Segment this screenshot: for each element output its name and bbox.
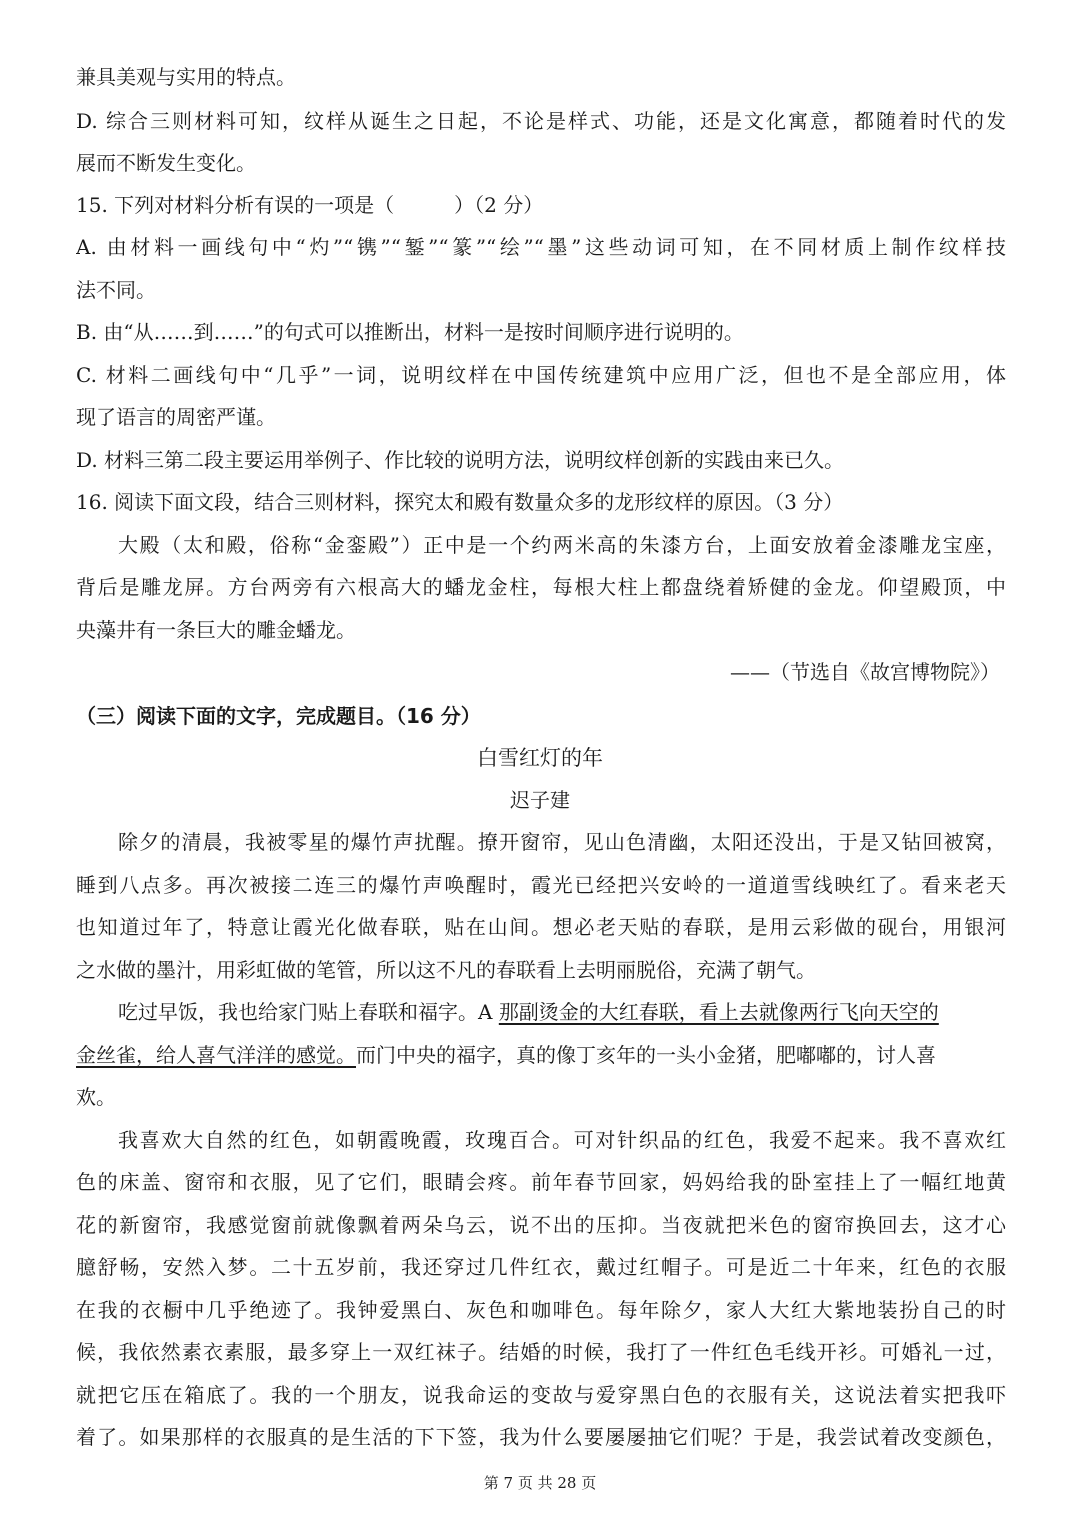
paragraph-line: 花的新窗帘，我感觉窗前就像飘着两朵乌云，说不出的压抑。当夜就把米色的窗帘换回去，这才心 (76, 1213, 1006, 1237)
underlined-sentence-a: 金丝雀，给人喜气洋洋的感觉。 (76, 1043, 356, 1067)
paragraph-line: 除夕的清晨，我被零星的爆竹声扰醒。撩开窗帘，见山色清幽，太阳还没出，于是又钻回被窝， (118, 830, 1006, 854)
paragraph-line (118, 997, 1006, 1027)
question-16: 16. 阅读下面文段，结合三则材料，探究太和殿有数量众多的龙形纹样的原因。（3 分） (76, 490, 844, 514)
text-line: 法不同。 (76, 278, 156, 302)
article-author: 迟子建 (510, 788, 570, 812)
text-line: 现了语言的周密严谨。 (76, 405, 276, 429)
paragraph-line: 欢。 (76, 1085, 116, 1109)
paragraph-line: 着了。如果那样的衣服真的是生活的下下签，我为什么要屡屡抽它们呢？于是，我尝试着改变颜色， (76, 1425, 1006, 1449)
paragraph-line: 在我的衣橱中几乎绝迹了。我钟爱黑白、灰色和咖啡色。每年除夕，家人大红大紫地装扮自己的时 (76, 1298, 1006, 1322)
paragraph-line: 臆舒畅，安然入梦。二十五岁前，我还穿过几件红衣，戴过红帽子。可是近二十年来，红色的衣服 (76, 1255, 1006, 1279)
option-c-line: C. 材料二画线句中“几乎”一词，说明纹样在中国传统建筑中应用广泛，但也不是全部应用，体 (76, 363, 1006, 387)
excerpt-source: ——（节选自《故宫博物院》） (730, 660, 1000, 684)
question-15: 15. 下列对材料分析有误的一项是（ ）（2 分） (76, 193, 544, 217)
page-number-footer: 第 7 页 共 28 页 (483, 1474, 597, 1492)
paragraph-line: 之水做的墨汁，用彩虹做的笔管，所以这不凡的春联看上去明丽脱俗，充满了朝气。 (76, 958, 816, 982)
option-d-line: D. 材料三第二段主要运用举例子、作比较的说明方法，说明纹样创新的实践由来已久。 (76, 448, 845, 472)
excerpt-line: 背后是雕龙屏。方台两旁有六根高大的蟠龙金柱，每根大柱上都盘绕着矫健的金龙。仰望殿顶，中 (76, 575, 1006, 599)
text-line: 展而不断发生变化。 (76, 151, 256, 175)
paragraph-line: 睡到八点多。再次被接二连三的爆竹声唤醒时，霞光已经把兴安岭的一道道雪线映红了。看来老天 (76, 873, 1006, 897)
text-line: 兼具美观与实用的特点。 (76, 65, 296, 89)
paragraph-line: 就把它压在箱底了。我的一个朋友，说我命运的变故与爱穿黑白色的衣服有关，这说法着实把我吓 (76, 1383, 1006, 1407)
excerpt-line: 大殿（太和殿，俗称“金銮殿”）正中是一个约两米高的朱漆方台，上面安放着金漆雕龙宝座， (118, 533, 1006, 557)
option-b-line: B. 由“从……到……”的句式可以推断出，材料一是按时间顺序进行说明的。 (76, 320, 744, 344)
paragraph-text: 而门中央的福字，真的像丁亥年的一头小金猪，肥嘟嘟的，讨人喜 (356, 1043, 936, 1067)
paragraph-line: 也知道过年了，特意让霞光化做春联，贴在山间。想必老天贴的春联，是用云彩做的砚台，用银河 (76, 915, 1006, 939)
paragraph-line: 我喜欢大自然的红色，如朝霞晚霞，玫瑰百合。可对针织品的红色，我爱不起来。我不喜欢红 (118, 1128, 1006, 1152)
option-a-line: A. 由材料一画线句中“灼”“镌”“錾”“篆”“绘”“墨”这些动词可知，在不同材质上制作纹样技 (76, 235, 1006, 259)
paragraph-line: 候，我依然素衣素服，最多穿上一双红袜子。结婚的时候，我打了一件红色毛线开衫。可婚礼一过， (76, 1340, 1006, 1364)
paragraph-line (76, 1040, 1006, 1070)
paragraph-text: 吃过早饭，我也给家门贴上春联和福字。A (118, 1000, 499, 1024)
paragraph-line: 色的床盖、窗帘和衣服，见了它们，眼睛会疼。前年春节回家，妈妈给我的卧室挂上了一幅红地黄 (76, 1170, 1006, 1194)
underlined-sentence-a: 那副烫金的大红春联，看上去就像两行飞向天空的 (498, 1000, 939, 1024)
article-title: 白雪红灯的年 (477, 746, 603, 770)
section-heading: （三）阅读下面的文字，完成题目。（16 分） (76, 704, 481, 728)
option-d-line: D. 综合三则材料可知，纹样从诞生之日起，不论是样式、功能，还是文化寓意，都随着时代的发 (76, 109, 1006, 133)
excerpt-line: 央藻井有一条巨大的雕金蟠龙。 (76, 618, 356, 642)
